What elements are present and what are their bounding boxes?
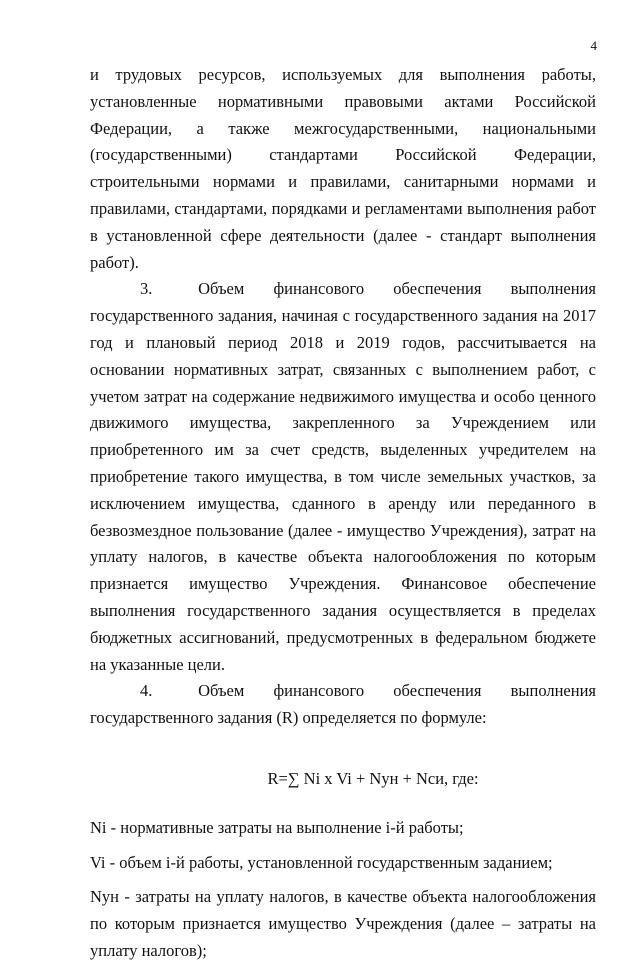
paragraph-continuation: и трудовых ресурсов, используемых для выполнения работы, установленные нормативными правовыми актами Российской Федерации, а также межгосударственными, национальными (государственными) стандартами Российской Федерации, строительными нормами и правилами, санитарными нормами и правилами, стандартами, порядками и регламентами выполнения работ в установленной сфере деятельности (далее - стандарт выполнения работ). (90, 65, 596, 272)
paragraph-3: 3. Объем финансового обеспечения выполнения государственного задания, начиная с государственного задания на 2017 год и плановый период 2018 и 2019 годов, рассчитывается на основании нормативных затрат, связанных с выполнением работ, с учетом затрат на содержание недвижимого имущества и особо ценного движимого имущества, закрепленного за Учреждением или приобретенного им за счет средств, выделенных учредителем на приобретение такого имущества, в том числе земельных участков, за исключением имущества, сданного в аренду или переданного в безвозмездное пользование (далее - имущество Учреждения), затрат на уплату налогов, в качестве объекта налогообложения по которым признается имущество Учреждения. Финансовое обеспечение выполнения государственного задания осуществляется в пределах бюджетных ассигнований, предусмотренных в федеральном бюджете на указанные цели. (90, 279, 596, 674)
formula: R=∑ Ni x Vi + Nун + Nси, где: (267, 768, 479, 788)
document-body (90, 62, 596, 965)
paragraph-4: 4. Объем финансового обеспечения выполнения государственного задания (R) определяется по формуле: (90, 681, 596, 728)
definition-ni: Ni - нормативные затраты на выполнение i-й работы; (90, 817, 464, 837)
page-number: 4 (590, 38, 597, 53)
definition-vi: Vi - объем i-й работы, установленной государственным заданием; (90, 852, 553, 872)
definition-nun: Nун - затраты на уплату налогов, в качестве объекта налогообложения по которым признается имущество Учреждения (далее – затраты на уплату налогов); (90, 887, 596, 960)
